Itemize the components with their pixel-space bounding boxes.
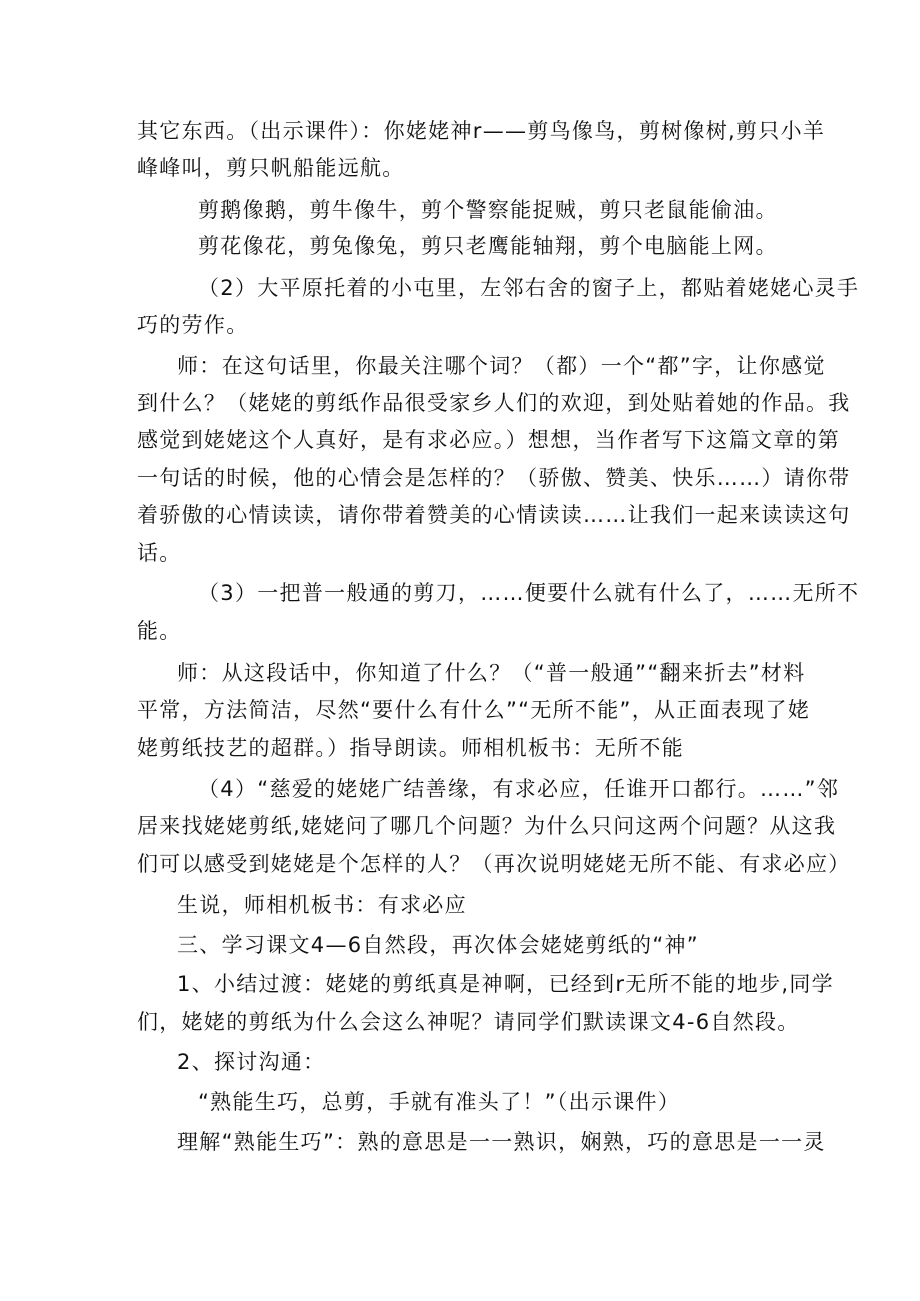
text-line: 能。 [137,619,182,643]
text-line: 姥剪纸技艺的超群。）指导朗读。师相机板书：无所不能 [137,736,684,760]
text-line: 师：从这段话中，你知道了什么？（“普一般通”“翻来折去”材料 [177,661,806,685]
text-line: 剪花像花，剪兔像兔，剪只老鹰能轴翔，剪个电脑能上网。 [198,234,778,258]
text-line: 一句话的时候，他的心情会是怎样的？（骄傲、赞美、快乐……）请你带 [137,466,851,490]
text-line: 2、探讨沟通： [177,1050,326,1074]
text-line: 峰峰叫，剪只帆船能远航。 [137,156,405,180]
section-heading: 三、学习课文4—6自然段，再次体会姥姥剪纸的“神” [177,933,699,957]
text-line: 1、小结过渡：姥姥的剪纸真是神啊，已经到r无所不能的地步,同学 [177,972,834,996]
text-line: 感觉到姥姥这个人真好，是有求必应。）想想，当作者写下这篇文章的第 [137,428,841,452]
text-line: 剪鹅像鹅，剪牛像牛，剪个警察能捉贼，剪只老鼠能偷油。 [198,198,778,222]
text-line: 们，姥姥的剪纸为什么会这么神呢？请同学们默读课文4-6自然段。 [137,1010,800,1034]
text-line: 着骄傲的心情读读，请你带着赞美的心情读读……让我们一起来读读这句 [137,503,851,527]
text-line: “熟能生巧，总剪，手就有准头了！”（出示课件） [198,1090,681,1114]
text-line: 巧的劳作。 [137,313,249,337]
text-line: （4）“慈爱的姥姥广结善缘，有求必应，任谁开口都行。……”邻 [198,777,840,801]
text-line: （3）一把普一般通的剪刀，……便要什么就有什么了，……无所不 [198,581,860,605]
text-line: 话。 [137,541,182,565]
text-line: 生说，师相机板书：有求必应 [177,893,467,917]
text-line: 其它东西。（出示课件）：你姥姥神r——剪鸟像鸟，剪树像树,剪只小羊 [137,119,826,143]
text-line: （2）大平原托着的小屯里，左邻右舍的窗子上，都贴着姥姥心灵手 [198,276,860,300]
text-line: 们可以感受到姥姥是个怎样的人？（再次说明姥姥无所不能、有求必应） [137,852,851,876]
text-line: 到什么？（姥姥的剪纸作品很受家乡人们的欢迎，到处贴着她的作品。我 [137,391,851,415]
text-line: 居来找姥姥剪纸,姥姥问了哪几个问题？为什么只问这两个问题？从这我 [137,814,837,838]
text-line: 理解“熟能生巧”：熟的意思是一一熟识，娴熟，巧的意思是一一灵 [177,1130,826,1154]
text-line: 平常，方法简洁，尽然“要什么有什么”“无所不能”，从正面表现了姥 [137,698,811,722]
text-line: 师：在这句话里，你最关注哪个词？（都）一个“都”字，让你感觉 [177,354,826,378]
